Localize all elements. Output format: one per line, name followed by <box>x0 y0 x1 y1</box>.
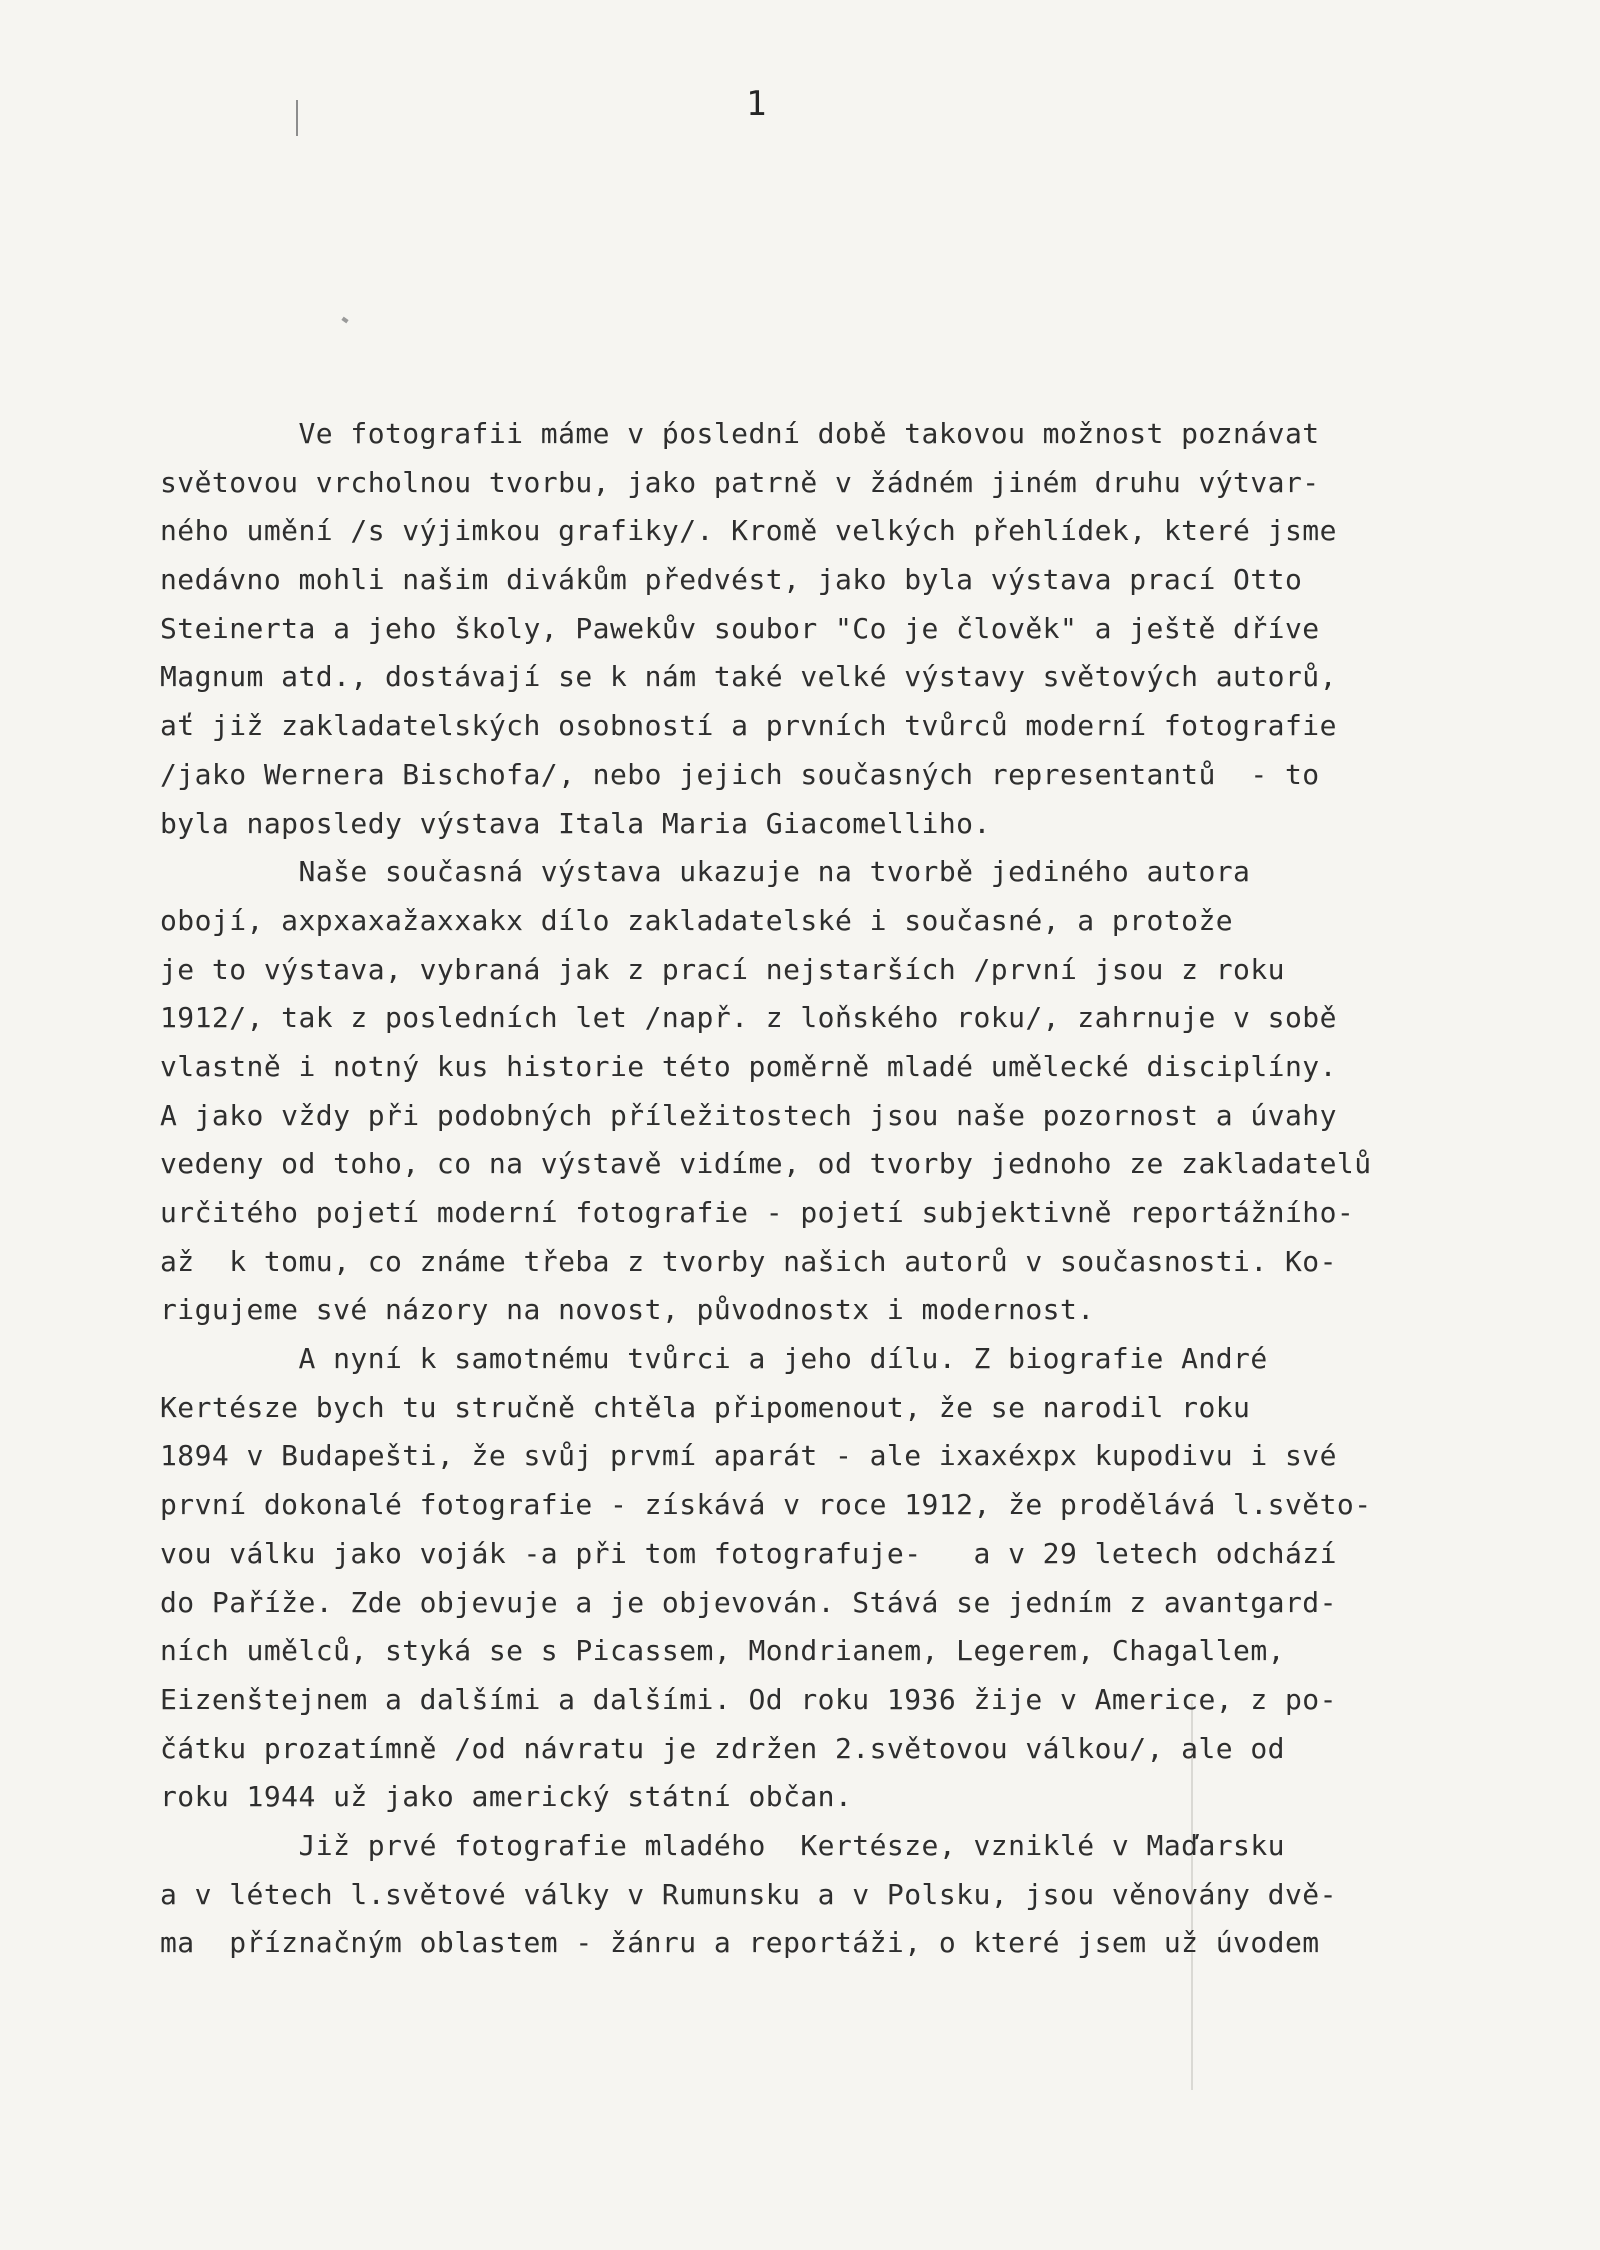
text-line: Eizenštejnem a dalšími a dalšími. Od roku 1936 žije v Americe, z po- <box>160 1682 1337 1716</box>
text-line: Naše současná výstava ukazuje na tvorbě jediného autora <box>160 855 1251 889</box>
text-line: až k tomu, co známe třeba z tvorby našich autorů v současnosti. Ko- <box>160 1244 1337 1278</box>
text-line: 1894 v Budapešti, že svůj prvmí aparát - ale ixaxéxpx kupodivu i své <box>160 1439 1337 1473</box>
text-line: roku 1944 už jako americký státní občan. <box>160 1780 853 1814</box>
text-line: do Paříže. Zde objevuje a je objevován. Stává se jedním z avantgard- <box>160 1585 1337 1619</box>
text-line: ma příznačným oblastem - žánru a reportáži, o které jsem už úvodem <box>160 1926 1320 1960</box>
text-line: Kertésze bych tu stručně chtěla připomenout, že se narodil roku <box>160 1390 1251 1424</box>
text-line: 1912/, tak z posledních let /např. z loňského roku/, zahrnuje v sobě <box>160 1001 1337 1035</box>
text-line: Ve fotografii máme v ṕoslední době takovou možnost poznávat <box>160 417 1320 450</box>
text-line: byla naposledy výstava Itala Maria Giacomelliho. <box>160 806 991 840</box>
text-line: obojí, axpxaxažaxxakx dílo zakladatelské i současné, a protože <box>160 903 1234 937</box>
text-line: je to výstava, vybraná jak z prací nejstarších /první jsou z roku <box>160 952 1285 986</box>
body-text <box>160 410 1520 1968</box>
text-line: vlastně i notný kus historie této poměrně mladé umělecké disciplíny. <box>160 1049 1337 1083</box>
page-number: 1 <box>746 84 767 124</box>
margin-speck <box>341 317 348 324</box>
text-line: čátku prozatímně /od návratu je zdržen 2.světovou válkou/, ale od <box>160 1731 1285 1765</box>
text-line: světovou vrcholnou tvorbu, jako patrně v žádném jiném druhu výtvar- <box>160 465 1320 499</box>
text-line: rigujeme své názory na novost, původnostx i modernost. <box>160 1293 1095 1327</box>
text-line: ať již zakladatelských osobností a prvních tvůrců moderní fotografie <box>160 709 1337 743</box>
text-line: ních umělců, styká se s Picassem, Mondrianem, Legerem, Chagallem, <box>160 1634 1285 1668</box>
text-line: první dokonalé fotografie - získává v roce 1912, že prodělává l.světo- <box>160 1488 1372 1522</box>
text-line: a v létech l.světové války v Rumunsku a v Polsku, jsou věnovány dvě- <box>160 1877 1337 1911</box>
text-line: Steinerta a jeho školy, Pawekův soubor "Co je člověk" a ještě dříve <box>160 611 1320 645</box>
text-line: vou válku jako voják -a při tom fotografuje- a v 29 letech odchází <box>160 1536 1337 1570</box>
text-line: A nyní k samotnému tvůrci a jeho dílu. Z biografie André <box>160 1342 1268 1376</box>
text-line: ného umění /s výjimkou grafiky/. Kromě velkých přehlídek, které jsme <box>160 514 1337 548</box>
text-line: Magnum atd., dostávají se k nám také velké výstavy světových autorů, <box>160 660 1337 694</box>
text-line: vedeny od toho, co na výstavě vidíme, od tvorby jednoho ze zakladatelů <box>160 1147 1372 1181</box>
text-line: určitého pojetí moderní fotografie - pojetí subjektivně reportážního- <box>160 1196 1355 1229</box>
text-line: nedávno mohli našim divákům předvést, jako byla výstava prací Otto <box>160 563 1303 597</box>
text-line: /jako Wernera Bischofa/, nebo jejich současných representantů - to <box>160 757 1320 791</box>
text-line: A jako vždy při podobných příležitostech jsou naše pozornost a úvahy <box>160 1098 1337 1132</box>
margin-mark <box>296 100 298 136</box>
text-line: Již prvé fotografie mladého Kertésze, vzniklé v Maďarsku <box>160 1828 1285 1862</box>
